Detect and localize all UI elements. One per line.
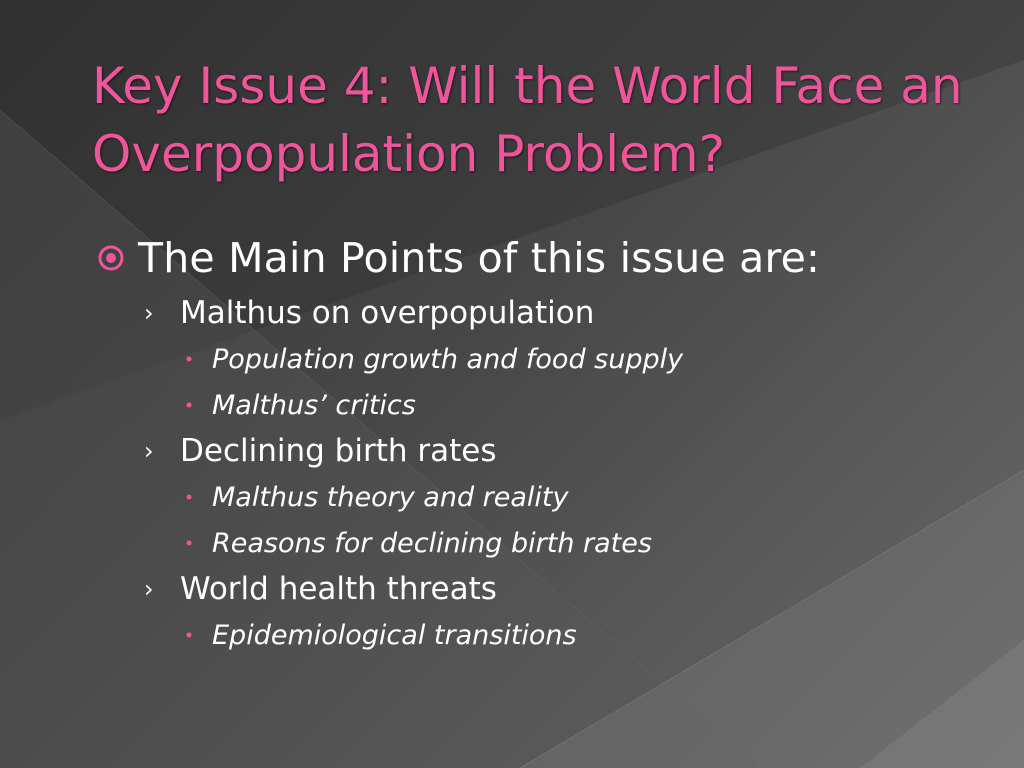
section-label: Declining birth rates bbox=[180, 433, 497, 469]
main-point-text: The Main Points of this issue are: bbox=[138, 234, 821, 282]
sub-item bbox=[184, 336, 996, 382]
section-item bbox=[144, 290, 996, 336]
slide-title: Key Issue 4: Will the World Face an Overpopulation Problem? bbox=[92, 57, 963, 183]
dot-icon bbox=[184, 400, 212, 410]
chevron-right-icon: › bbox=[144, 437, 154, 465]
circled-dot-icon bbox=[96, 243, 138, 273]
section-label: World health threats bbox=[180, 571, 497, 607]
section-label: Malthus on overpopulation bbox=[180, 295, 595, 331]
sub-item-text: Population growth and food supply bbox=[212, 343, 684, 375]
dot-icon bbox=[184, 354, 212, 364]
sub-item bbox=[184, 382, 996, 428]
sub-item-text: Malthus’ critics bbox=[212, 389, 416, 421]
main-point bbox=[96, 226, 996, 290]
slide-content bbox=[96, 226, 996, 658]
sub-item-text: Epidemiological transitions bbox=[212, 619, 577, 651]
sub-item bbox=[184, 474, 996, 520]
dot-icon bbox=[184, 492, 212, 502]
dot-icon bbox=[184, 630, 212, 640]
section-item bbox=[144, 566, 996, 612]
sub-item-text: Reasons for declining birth rates bbox=[212, 527, 652, 559]
sub-item bbox=[184, 612, 996, 658]
sub-item bbox=[184, 520, 996, 566]
section-item bbox=[144, 428, 996, 474]
chevron-right-icon: › bbox=[144, 575, 154, 603]
chevron-right-icon: › bbox=[144, 299, 154, 327]
dot-icon bbox=[184, 538, 212, 548]
sub-item-text: Malthus theory and reality bbox=[212, 481, 569, 513]
